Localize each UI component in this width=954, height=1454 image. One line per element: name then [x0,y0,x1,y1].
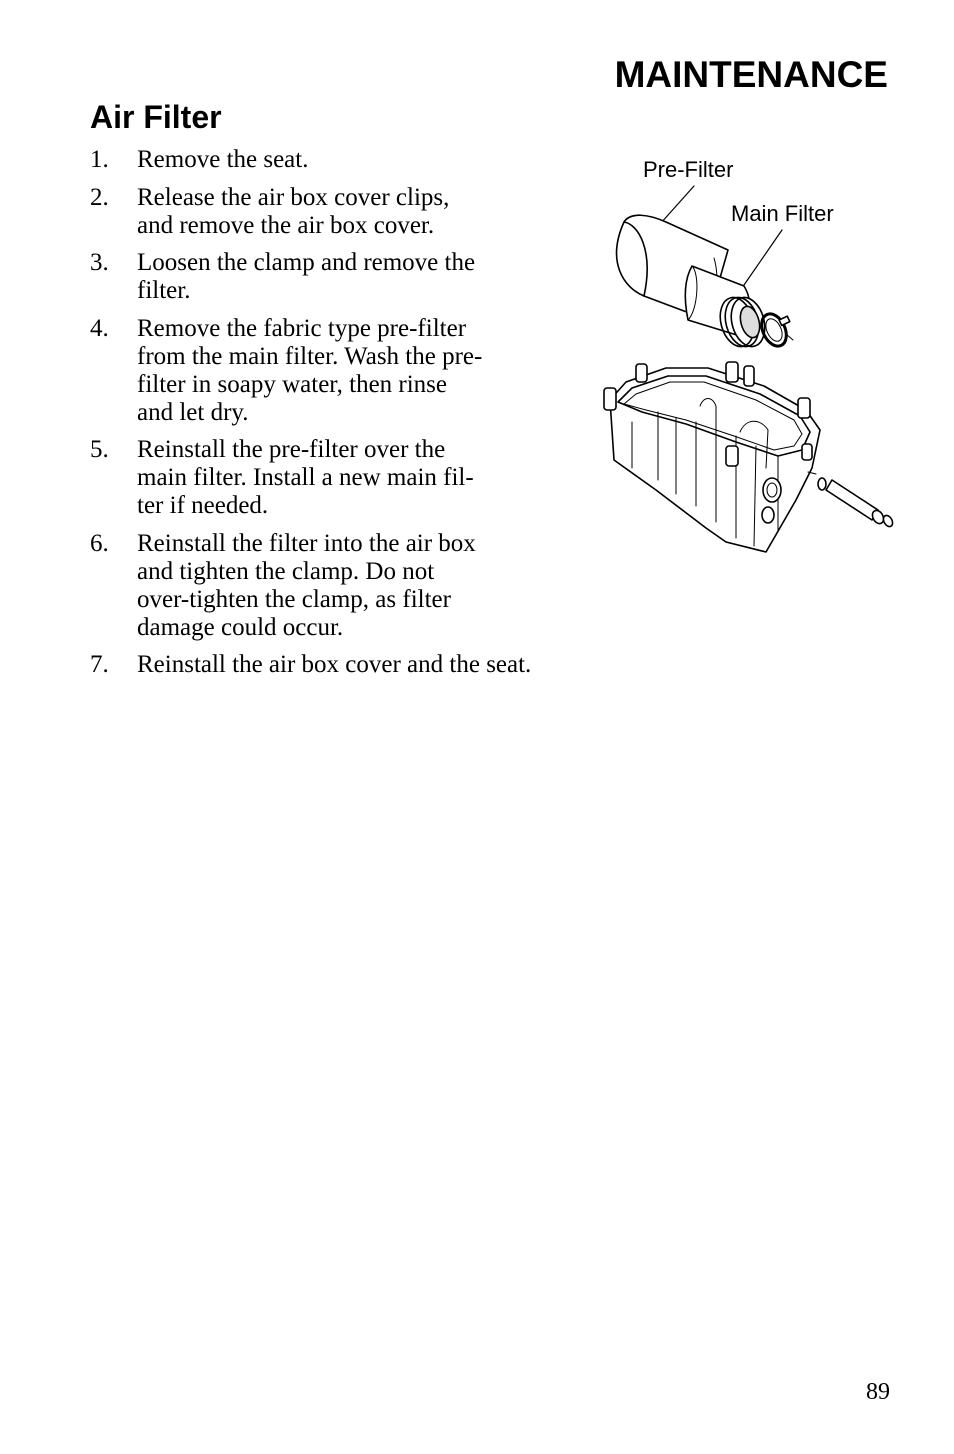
step-text: and tighten the clamp. Do not [137,557,435,585]
step-text: main filter. Install a new main fil- [137,464,474,491]
page-number: 89 [866,1379,890,1405]
step-text: Remove the seat. [137,146,309,173]
section-title: Air Filter [90,99,222,135]
step-text: and remove the air box cover. [137,211,435,239]
step-text: filter. [137,277,191,304]
step-number: 1. [90,146,109,173]
list-item [90,651,590,679]
step-number: 6. [90,529,109,557]
step-text: Release the air box cover clips, [137,183,450,211]
step-text: Reinstall the air box cover and the seat. [137,651,532,678]
step-text: from the main filter. Wash the pre- [137,342,483,370]
list-item [90,436,590,520]
instruction-list [90,146,590,689]
list-item [90,184,590,240]
step-text: damage could occur. [137,613,344,641]
step-text: filter in soapy water, then rinse [137,370,448,398]
list-item [90,249,590,305]
step-text: and let dry. [137,398,249,426]
step-text: Reinstall the filter into the air box [137,529,476,557]
list-item [90,315,590,427]
list-item [90,530,590,642]
pre-filter-callout: Pre-Filter [643,157,734,182]
list-item [90,146,590,174]
step-number: 2. [90,183,109,211]
air-filter-illustration [596,150,896,580]
step-text: Loosen the clamp and remove the [137,249,476,276]
air-box-shape [604,362,820,552]
step-text: Remove the fabric type pre-filter [137,314,467,342]
main-filter-callout: Main Filter [731,201,834,226]
chapter-title: MAINTENANCE [614,54,888,95]
step-number: 4. [90,314,109,342]
main-filter-leader-line [744,230,782,285]
step-number: 3. [90,249,109,276]
step-text: ter if needed. [137,492,269,519]
drain-tube-shape [808,472,894,528]
step-number: 7. [90,651,109,678]
step-text: over-tighten the clamp, as filter [137,585,451,613]
step-number: 5. [90,436,109,463]
step-text: Reinstall the pre-filter over the [137,436,446,463]
